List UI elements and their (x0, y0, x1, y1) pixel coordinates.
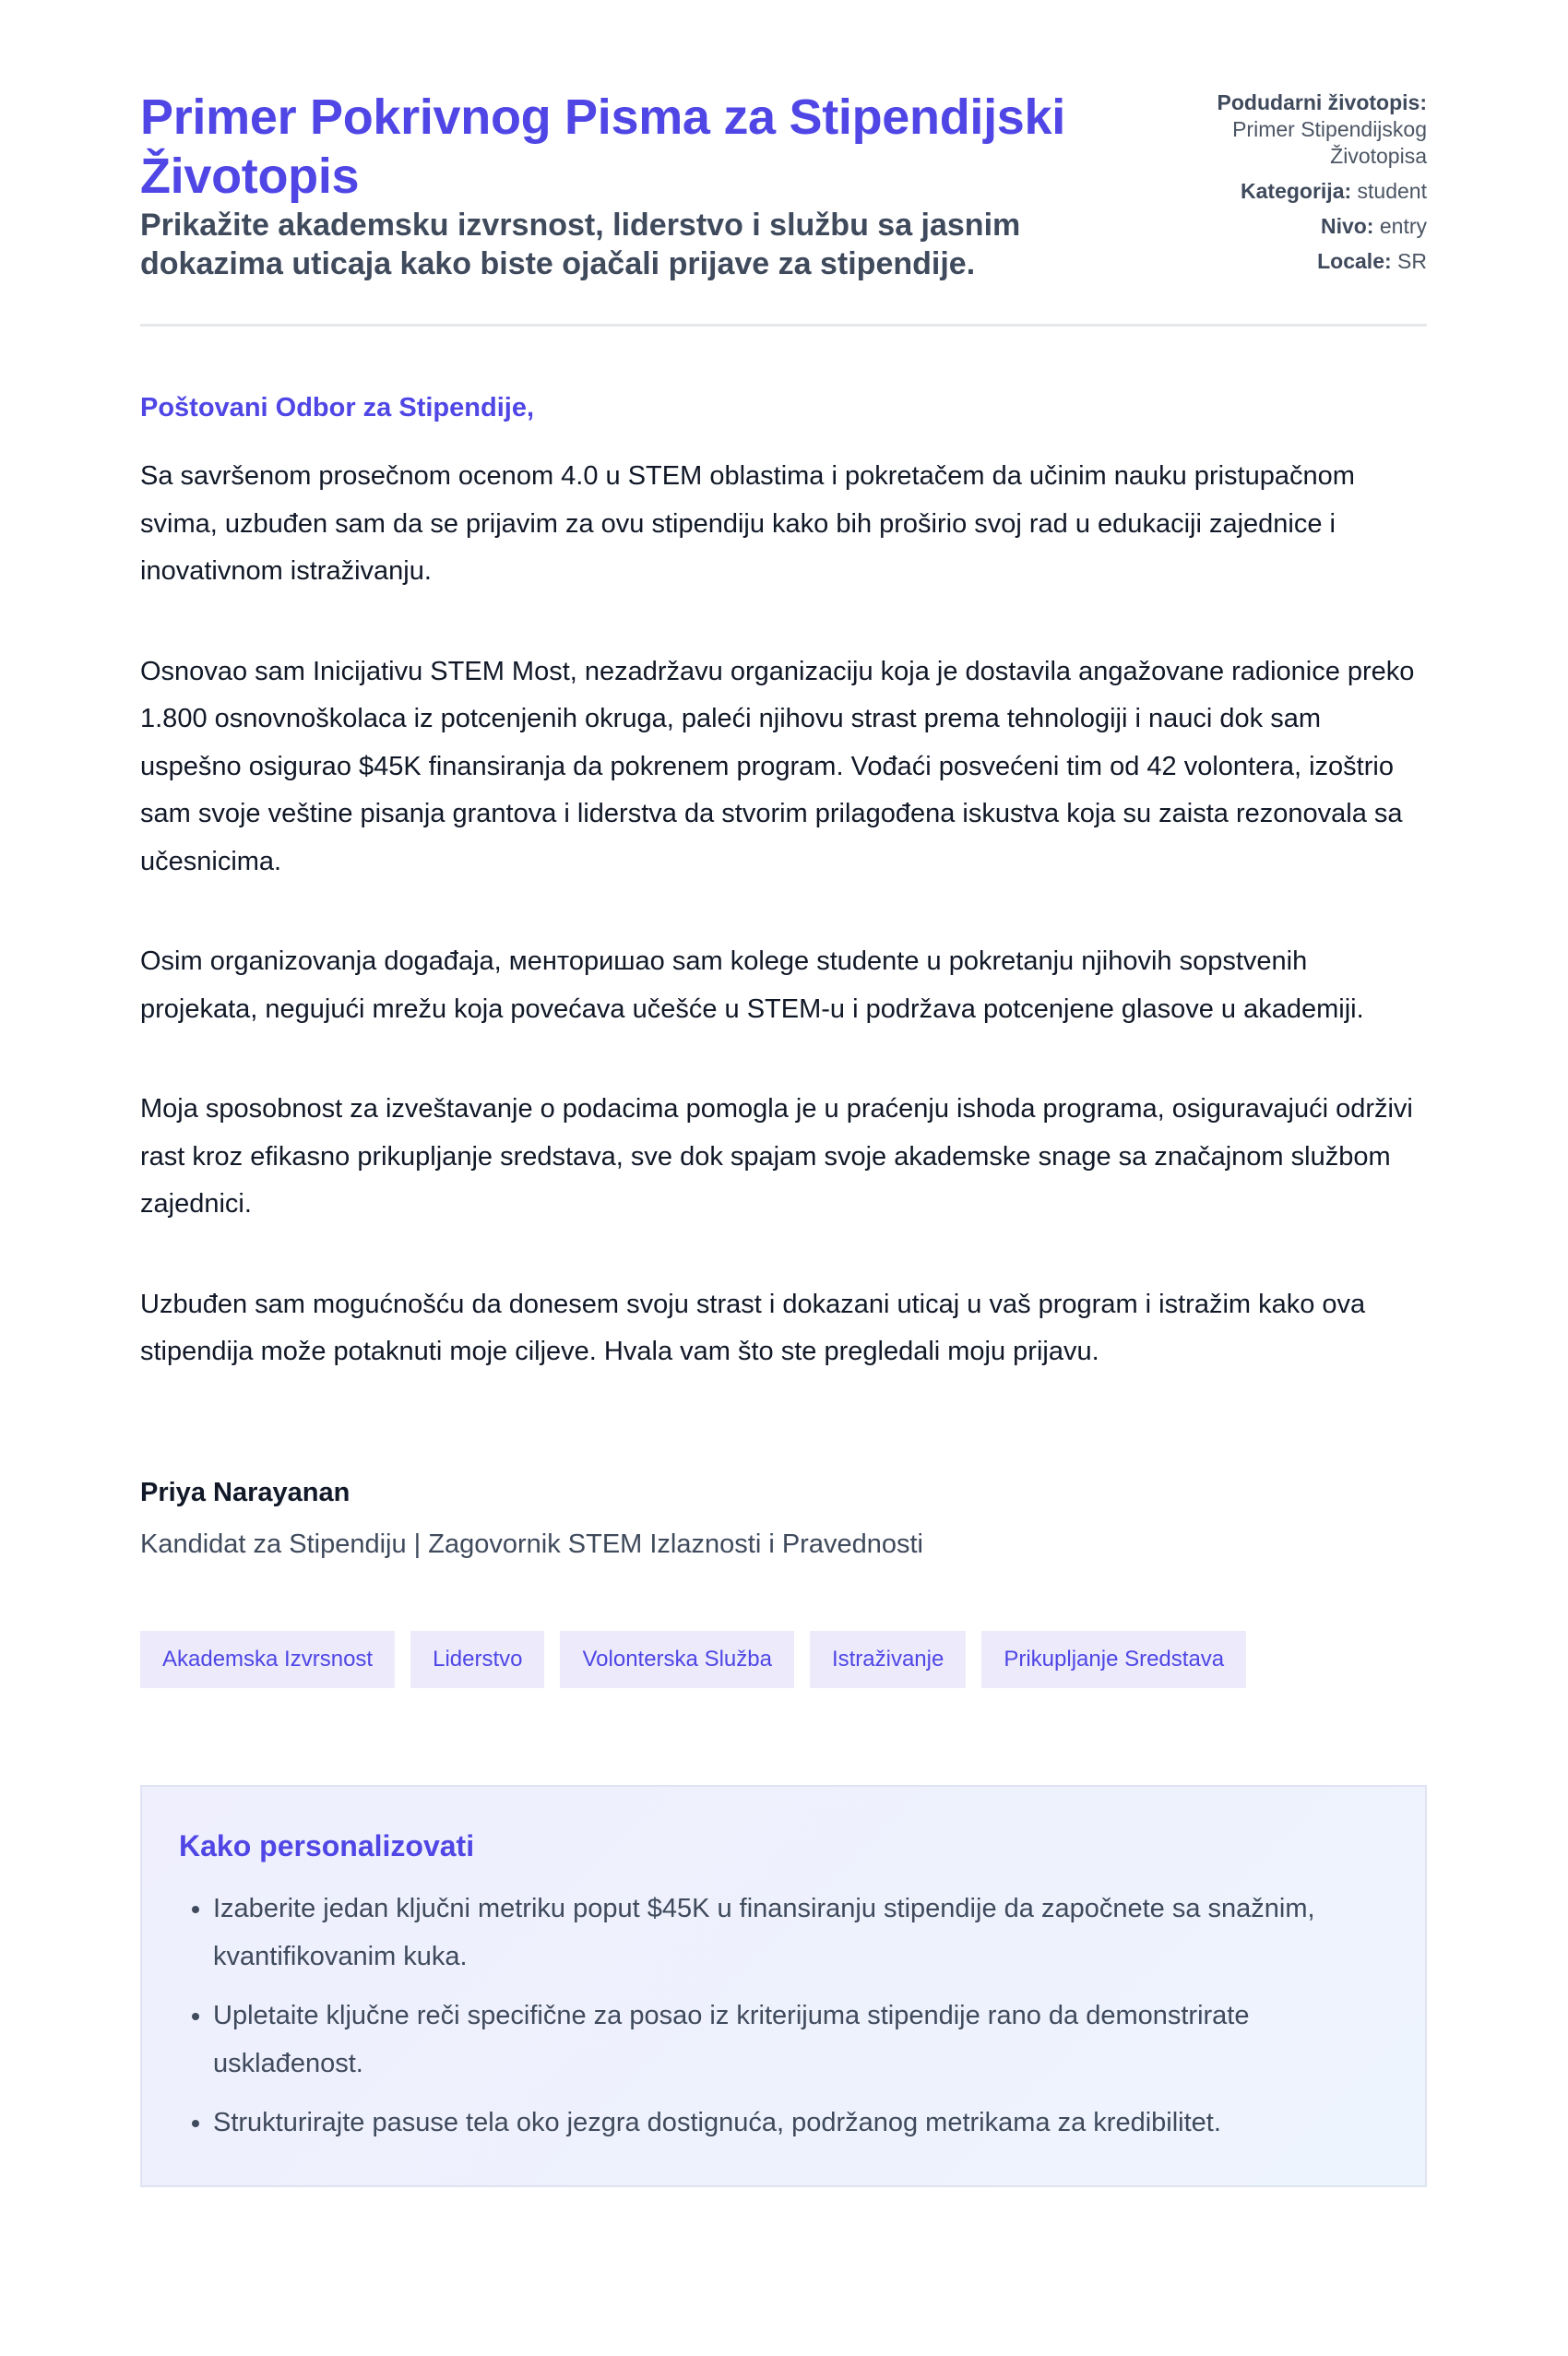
letter-paragraph: Uzbuđen sam mogućnošću da donesem svoju strast i dokazani uticaj u vaš program i istražim kako ova stipendija može potaknuti moje ciljeve. Hvala vam što ste pregledali moju prijavu. (140, 1289, 1366, 1366)
skill-tag: Akademska Izvrsnost (140, 1631, 395, 1688)
skill-tags (140, 1631, 1427, 1688)
signature-title: Kandidat za Stipendiju | Zagovornik STEM Izlaznosti i Pravednosti (140, 1529, 923, 1559)
page-title: Primer Pokrivnog Pisma za Stipendijski Životopis (140, 89, 1065, 204)
metadata-panel (1150, 89, 1427, 283)
meta-level-value: entry (1379, 214, 1427, 238)
meta-level (1150, 213, 1427, 240)
skill-tag: Istraživanje (810, 1631, 966, 1688)
skill-tag: Prikupljanje Sredstava (981, 1631, 1246, 1688)
tips-list (179, 1885, 1388, 2147)
page-header (140, 88, 1427, 283)
skill-tag: Liderstvo (410, 1631, 544, 1688)
page-subtitle: Prikažite akademsku izvrsnost, liderstvo i službu sa jasnim dokazima uticaja kako biste ojačali prijave za stipendije. (140, 208, 1021, 281)
tips-title: Kako personalizovati (179, 1828, 475, 1862)
letter-body (140, 391, 1427, 1561)
meta-category (1150, 178, 1427, 205)
personalization-tips-box (140, 1785, 1427, 2187)
meta-locale-label: Locale: (1317, 249, 1392, 273)
meta-matched-resume-label: Podudarni životopis: (1217, 90, 1427, 114)
tip-item: • Izaberite jedan ključni metriku poput $45K u finansiranju stipendije da započnete sa snažnim, kvantifikovanim kuka. (213, 1885, 1388, 1981)
signature-name: Priya Narayanan (140, 1477, 350, 1507)
meta-locale-value: SR (1397, 249, 1427, 273)
meta-matched-resume-value: Primer Stipendijskog Životopisa (1232, 117, 1427, 168)
signature-block (140, 1476, 1427, 1561)
meta-category-value: student (1357, 179, 1427, 203)
letter-paragraph: Osim organizovanja događaja, менторишao sam kolege studente u pokretanju njihovih sopstvenih projekata, negujući mrežu koja povećava učešće u STEM-u i podržava potcenjene glasove u akademiji. (140, 946, 1364, 1024)
meta-matched-resume (1150, 89, 1427, 170)
meta-category-label: Kategorija: (1241, 179, 1352, 203)
meta-level-label: Nivo: (1320, 214, 1374, 238)
letter-paragraph: Moja sposobnost za izveštavanje o podacima pomogla je u praćenju ishoda programa, osiguravajući održivi rast kroz efikasno prikupljanje sredstava, sve dok spajam svoje akademske snage sa značajnom službom zajednici. (140, 1094, 1413, 1219)
letter-paragraph: Sa savršenom prosečnom ocenom 4.0 u STEM oblastima i pokretačem da učinim nauku pristupačnom svima, uzbuđen sam da se prijavim za ovu stipendiju kako bih proširio svoj rad u edukaciji zajednice i inovativnom istraživanju. (140, 461, 1355, 586)
letter-salutation: Poštovani Odbor za Stipendije, (140, 393, 534, 422)
tip-item: • Upletaite ključne reči specifične za posao iz kriterijuma stipendije rano da demonstrirate usklađenost. (213, 1992, 1388, 2088)
meta-locale (1150, 248, 1427, 275)
header-titles (140, 88, 1118, 283)
skill-tag: Volonterska Služba (560, 1631, 793, 1688)
header-divider (140, 324, 1427, 327)
letter-paragraph: Osnovao sam Inicijativu STEM Most, nezadržavu organizaciju koja je dostavila angažovane radionice preko 1.800 osnovnoškolaca iz potcenjenih okruga, paleći njihovu strast prema tehnologiji i nauci dok sam uspešno osigurao $45K finansiranja da pokrenem program. Vođaći posvećeni tim od 42 volontera, izoštrio sam svoje veštine pisanja grantova i liderstva da stvorim prilagođena iskustva koja su zaista rezonovala sa učesnicima. (140, 656, 1415, 876)
cover-letter-page (140, 88, 1427, 2187)
tip-item: • Strukturirajte pasuse tela oko jezgra dostignuća, podržanog metrikama za kredibilitet. (213, 2099, 1388, 2147)
